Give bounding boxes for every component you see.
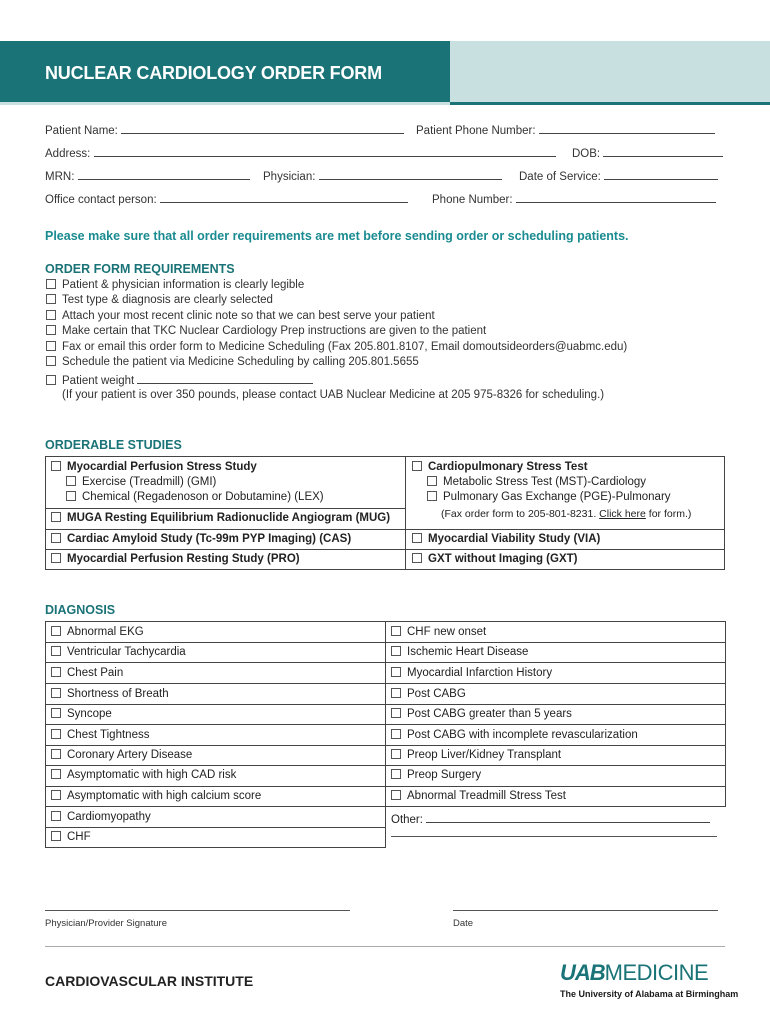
checkbox-icon[interactable] xyxy=(51,646,61,656)
dx-left-item[interactable]: Chest Tightness xyxy=(51,729,149,741)
studies-rule xyxy=(45,529,725,530)
dx-left-item[interactable]: Asymptomatic with high calcium score xyxy=(51,790,261,802)
diagnosis-rule xyxy=(45,765,725,766)
cpst-fax-note: (Fax order form to 205-801-8231. Click here for form.) xyxy=(441,508,692,520)
checkbox-icon xyxy=(46,294,56,304)
dx-left-item[interactable]: Shortness of Breath xyxy=(51,688,169,700)
checkbox-icon xyxy=(46,341,56,351)
diagnosis-rule xyxy=(45,662,725,663)
dx-left-item[interactable]: Chest Pain xyxy=(51,667,123,679)
checkbox-icon xyxy=(46,310,56,320)
dx-other-field[interactable] xyxy=(391,811,710,826)
dob-field[interactable] xyxy=(572,145,723,160)
studies-rule xyxy=(45,549,725,550)
checkbox-icon xyxy=(46,279,56,289)
checkbox-icon[interactable] xyxy=(51,769,61,779)
dx-right-item[interactable]: CHF new onset xyxy=(391,626,486,638)
checkbox-icon[interactable] xyxy=(51,461,61,471)
patient-phone-label: Patient Phone Number: xyxy=(416,125,536,137)
requirement-item: Attach your most recent clinic note so that we can best serve your patient xyxy=(46,310,435,322)
notice-text: Please make sure that all order requirements are met before sending order or scheduling patients. xyxy=(45,229,629,243)
requirement-item: Test type & diagnosis are clearly selected xyxy=(46,294,273,306)
dx-left-item[interactable]: Cardiomyopathy xyxy=(51,811,151,823)
dx-right-item[interactable]: Post CABG with incomplete revascularization xyxy=(391,729,638,741)
patient-phone-field[interactable] xyxy=(416,122,715,137)
study-cpst[interactable]: Cardiopulmonary Stress Test xyxy=(412,461,588,473)
study-via[interactable]: Myocardial Viability Study (VIA) xyxy=(412,533,600,545)
date-line[interactable] xyxy=(453,910,718,911)
study-cas[interactable]: Cardiac Amyloid Study (Tc-99m PYP Imaging) (CAS) xyxy=(51,533,351,545)
dx-left-item[interactable]: CHF xyxy=(51,831,91,843)
study-muga[interactable]: MUGA Resting Equilibrium Radionuclide Angiogram (MUG) xyxy=(51,512,390,524)
form-link[interactable]: Click here xyxy=(599,508,646,520)
study-mps[interactable]: Myocardial Perfusion Stress Study xyxy=(51,461,257,473)
diagnosis-rule xyxy=(45,724,725,725)
diagnosis-rule xyxy=(45,827,386,828)
physician-field[interactable] xyxy=(263,168,502,183)
header-rule xyxy=(450,102,770,105)
checkbox-icon xyxy=(46,356,56,366)
checkbox-icon[interactable] xyxy=(391,749,401,759)
checkbox-icon[interactable] xyxy=(51,512,61,522)
diagnosis-rule xyxy=(45,683,725,684)
diagnosis-rule xyxy=(45,786,725,787)
checkbox-icon[interactable] xyxy=(51,831,61,841)
checkbox-icon[interactable] xyxy=(51,729,61,739)
study-cpst-metabolic[interactable]: Metabolic Stress Test (MST)-Cardiology xyxy=(427,476,646,488)
checkbox-icon[interactable] xyxy=(391,626,401,636)
checkbox-icon[interactable] xyxy=(51,749,61,759)
dx-right-item[interactable]: Preop Liver/Kidney Transplant xyxy=(391,749,561,761)
office-contact-field[interactable] xyxy=(45,191,408,206)
phone-number-field[interactable] xyxy=(432,191,716,206)
checkbox-icon[interactable] xyxy=(391,708,401,718)
dx-left-item[interactable]: Coronary Artery Disease xyxy=(51,749,192,761)
dx-right-item[interactable]: Preop Surgery xyxy=(391,769,481,781)
study-mps-chemical[interactable]: Chemical (Regadenoson or Dobutamine) (LEX) xyxy=(66,491,324,503)
checkbox-icon[interactable] xyxy=(427,476,437,486)
logo-subtitle: The University of Alabama at Birmingham xyxy=(560,989,739,999)
diagnosis-rule xyxy=(45,642,725,643)
requirements-title: ORDER FORM REQUIREMENTS xyxy=(45,262,235,276)
checkbox-icon[interactable] xyxy=(51,708,61,718)
dx-other-line[interactable] xyxy=(391,836,717,837)
requirement-item: Make certain that TKC Nuclear Cardiology Prep instructions are given to the patient xyxy=(46,325,486,337)
checkbox-icon[interactable] xyxy=(51,553,61,563)
checkbox-icon[interactable] xyxy=(51,667,61,677)
dx-left-item[interactable]: Abnormal EKG xyxy=(51,626,144,638)
diagnosis-rule xyxy=(45,704,725,705)
patient-name-label: Patient Name: xyxy=(45,125,118,137)
office-contact-label: Office contact person: xyxy=(45,194,157,206)
weight-note: (If your patient is over 350 pounds, please contact UAB Nuclear Medicine at 205 975-8326 for scheduling.) xyxy=(62,389,605,401)
checkbox-icon[interactable] xyxy=(427,491,437,501)
checkbox-icon[interactable] xyxy=(51,533,61,543)
studies-rule xyxy=(45,508,406,509)
page-title: NUCLEAR CARDIOLOGY ORDER FORM xyxy=(45,63,382,83)
dx-right-item[interactable]: Abnormal Treadmill Stress Test xyxy=(391,790,566,802)
requirement-item: Patient & physician information is clearly legible xyxy=(46,279,304,291)
checkbox-icon[interactable] xyxy=(51,688,61,698)
dx-other-label: Other: xyxy=(391,814,423,826)
study-pro[interactable]: Myocardial Perfusion Resting Study (PRO) xyxy=(51,553,300,565)
mrn-label: MRN: xyxy=(45,171,75,183)
diagnosis-rule xyxy=(45,745,725,746)
date-label: Date xyxy=(453,918,474,929)
address-label: Address: xyxy=(45,148,91,160)
dx-left-item[interactable]: Asymptomatic with high CAD risk xyxy=(51,769,236,781)
footer-institute: CARDIOVASCULAR INSTITUTE xyxy=(45,973,254,989)
diagnosis-title: DIAGNOSIS xyxy=(45,603,116,617)
checkbox-icon[interactable] xyxy=(412,461,422,471)
requirement-item: Fax or email this order form to Medicine Scheduling (Fax 205.801.8107, Email domoutsideorders@uabmc.edu) xyxy=(46,341,627,353)
study-cpst-pulmonary[interactable]: Pulmonary Gas Exchange (PGE)-Pulmonary xyxy=(427,491,671,503)
diagnosis-rule xyxy=(45,806,386,807)
dx-left-item[interactable]: Ventricular Tachycardia xyxy=(51,646,186,658)
checkbox-icon[interactable] xyxy=(391,688,401,698)
checkbox-icon[interactable] xyxy=(66,476,76,486)
mrn-field[interactable] xyxy=(45,168,250,183)
checkbox-icon[interactable] xyxy=(391,769,401,779)
uab-medicine-logo: UABMEDICINE xyxy=(560,960,709,985)
studies-divider xyxy=(405,456,406,570)
checkbox-icon[interactable] xyxy=(51,790,61,800)
date-of-service-field[interactable] xyxy=(519,168,718,183)
requirement-item: Schedule the patient via Medicine Scheduling by calling 205.801.5655 xyxy=(46,356,419,368)
requirement-item-weight[interactable]: Patient weight xyxy=(46,372,313,387)
physician-signature-label: Physician/Provider Signature xyxy=(45,918,167,929)
checkbox-icon[interactable] xyxy=(391,667,401,677)
checkbox-icon[interactable] xyxy=(412,553,422,563)
checkbox-icon[interactable] xyxy=(51,811,61,821)
dx-right-item[interactable]: Post CABG greater than 5 years xyxy=(391,708,572,720)
checkbox-icon[interactable] xyxy=(51,626,61,636)
checkbox-icon xyxy=(46,375,56,385)
checkbox-icon[interactable] xyxy=(412,533,422,543)
studies-title: ORDERABLE STUDIES xyxy=(45,438,182,452)
study-mps-exercise[interactable]: Exercise (Treadmill) (GMI) xyxy=(66,476,216,488)
dx-left-item[interactable]: Syncope xyxy=(51,708,112,720)
checkbox-icon[interactable] xyxy=(66,491,76,501)
patient-name-field[interactable] xyxy=(45,122,404,137)
checkbox-icon xyxy=(46,325,56,335)
study-gxt[interactable]: GXT without Imaging (GXT) xyxy=(412,553,577,565)
checkbox-icon[interactable] xyxy=(391,790,401,800)
dx-right-item[interactable]: Myocardial Infarction History xyxy=(391,667,552,679)
checkbox-icon[interactable] xyxy=(391,729,401,739)
dx-right-item[interactable]: Ischemic Heart Disease xyxy=(391,646,528,658)
dob-label: DOB: xyxy=(572,148,601,160)
physician-signature-line[interactable] xyxy=(45,910,350,911)
address-field[interactable] xyxy=(45,145,556,160)
physician-label: Physician: xyxy=(263,171,316,183)
checkbox-icon[interactable] xyxy=(391,646,401,656)
phone-number-label: Phone Number: xyxy=(432,194,513,206)
footer-rule xyxy=(45,946,725,947)
date-of-service-label: Date of Service: xyxy=(519,171,601,183)
dx-right-item[interactable]: Post CABG xyxy=(391,688,466,700)
